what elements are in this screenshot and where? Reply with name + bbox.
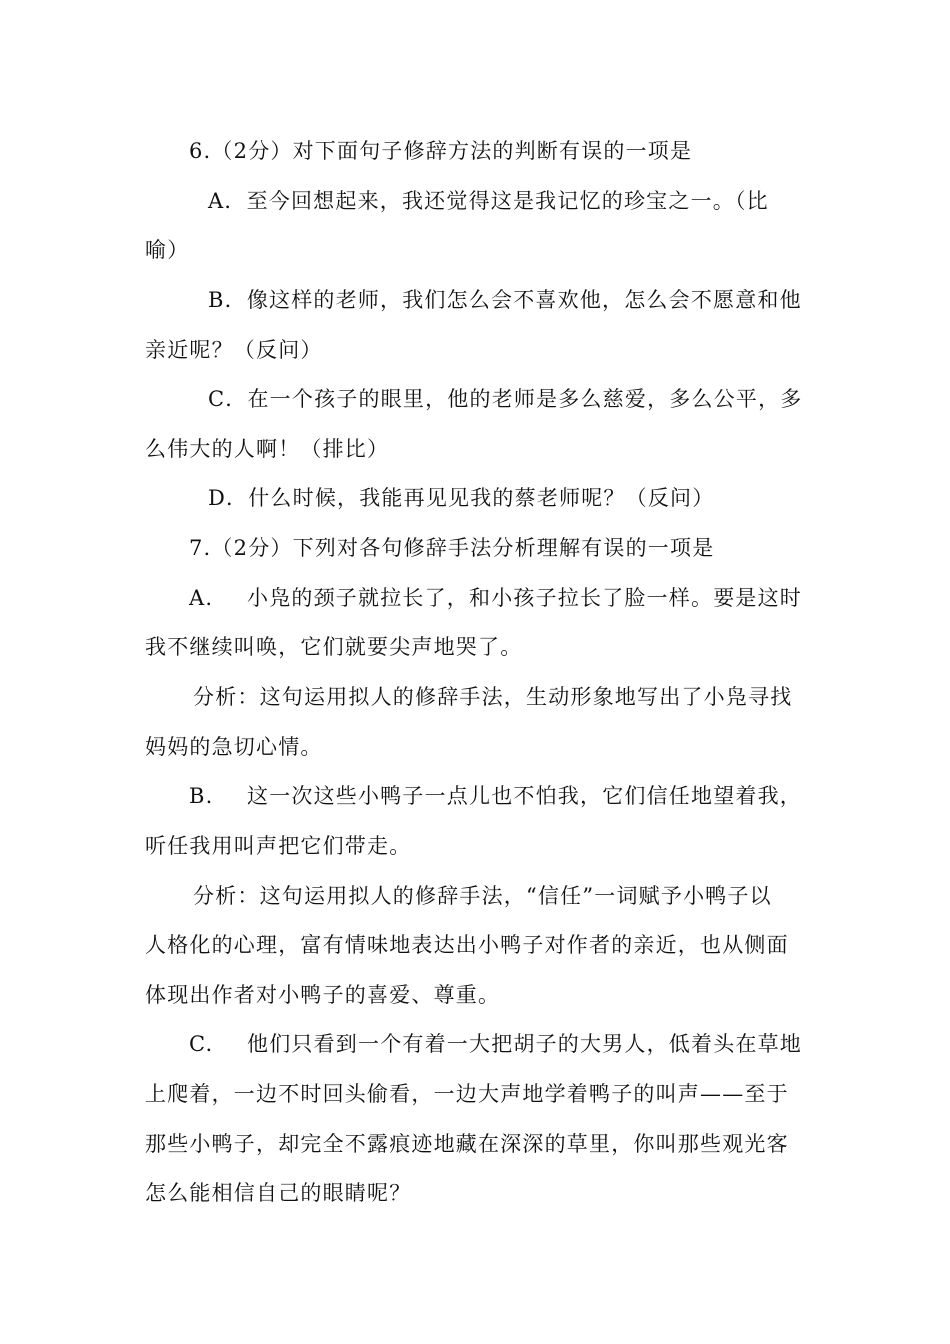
question-7-option-b-analysis-3: 体现出作者对小鸭子的喜爱、尊重。 [145,983,501,1007]
question-6-stem: 6.（2分）对下面句子修辞方法的判断有误的一项是 [189,139,693,163]
option-c-letter: C. [189,1032,214,1056]
question-6-option-c-line-2: 么伟大的人啊！（排比） [145,437,390,461]
question-6-option-a-line-2: 喻） [145,238,190,262]
option-b-text: 这一次这些小鸭子一点儿也不怕我，它们信任地望着我， [247,784,802,808]
question-6-option-d: D．什么时候，我能再见见我的蔡老师呢？（反问） [208,486,715,510]
question-7-option-b-line-2: 听任我用叫声把它们带走。 [145,834,412,858]
question-7-option-a-analysis-2: 妈妈的急切心情。 [145,735,323,759]
question-7-option-a-line-2: 我不继续叫唤，它们就要尖声地哭了。 [145,635,523,659]
option-b-letter: B. [189,784,214,808]
option-c-text: 他们只看到一个有着一大把胡子的大男人，低着头在草地 [247,1032,802,1056]
question-7-option-c-line-1 [189,1030,859,1058]
question-7-option-c-line-3: 那些小鸭子，却完全不露痕迹地藏在深深的草里，你叫那些观光客 [145,1132,789,1156]
question-6-option-b-line-1: B．像这样的老师，我们怎么会不喜欢他，怎么会不愿意和他 [208,288,802,312]
option-a-text: 小凫的颈子就拉长了，和小孩子拉长了脸一样。要是这时 [247,586,802,610]
question-7-option-b-line-1 [189,782,859,810]
question-7-option-a-line-1 [189,584,859,612]
question-7-option-b-analysis-2: 人格化的心理，富有情味地表达出小鸭子对作者的亲近，也从侧面 [145,933,789,957]
question-7-option-b-analysis-1: 分析：这句运用拟人的修辞手法，“信任”一词赋予小鸭子以 [193,884,772,908]
question-7-option-c-line-2: 上爬着，一边不时回头偷看，一边大声地学着鸭子的叫声——至于 [145,1082,789,1106]
question-6-option-c-line-1: C．在一个孩子的眼里，他的老师是多么慈爱，多么公平，多 [208,387,803,411]
question-7-stem: 7.（2分）下列对各句修辞手法分析理解有误的一项是 [189,536,715,560]
option-a-letter: A. [189,586,214,610]
question-6-option-b-line-2: 亲近呢？（反问） [145,338,323,362]
question-7-option-a-analysis-1: 分析：这句运用拟人的修辞手法，生动形象地写出了小凫寻找 [193,685,793,709]
question-7-option-c-line-4: 怎么能相信自己的眼睛呢？ [145,1181,412,1205]
question-6-option-a-line-1: A．至今回想起来，我还觉得这是我记忆的珍宝之一。（比 [208,189,769,213]
